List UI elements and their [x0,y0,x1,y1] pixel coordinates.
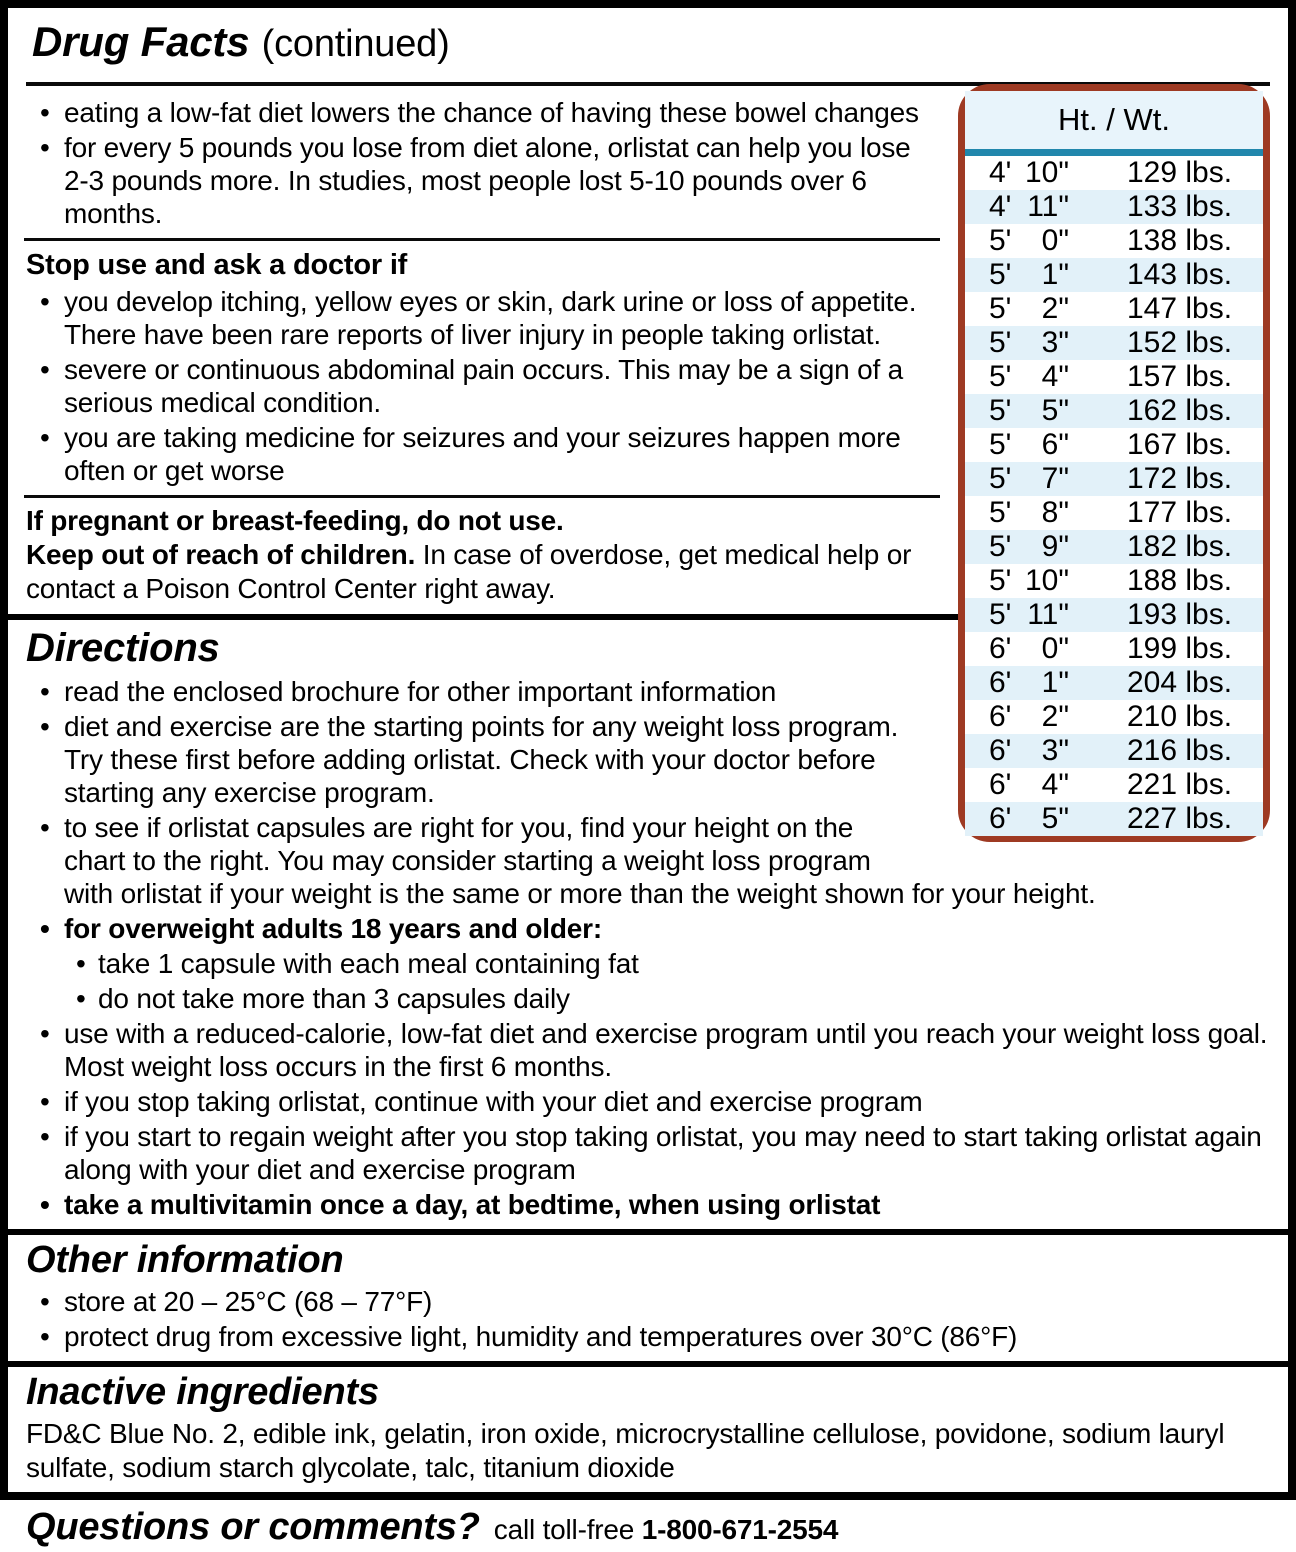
list-item: • read the enclosed brochure for other important information [24,675,1272,708]
other-information-section [24,1237,1272,1353]
height-feet: 5' [989,360,1012,393]
height-inches: 0" [1041,632,1069,665]
height-feet: 6' [989,734,1012,767]
height-feet: 5' [989,598,1012,631]
weight-value: 199 lbs. [1127,632,1233,665]
multivitamin-item: • take a multivitamin once a day, at bedtime, when using orlistat [24,1188,1272,1221]
list-item: • eating a low-fat diet lowers the chance of having these bowel changes [24,96,940,129]
weight-value: 177 lbs. [1127,496,1233,529]
questions-heading: Questions or comments? [26,1506,480,1548]
table-row [965,326,1263,360]
table-row [965,190,1263,224]
weight-value: 129 lbs. [1127,156,1233,189]
table-row [965,462,1263,496]
other-information-heading: Other information [26,1239,344,1281]
inactive-ingredients-text: FD&C Blue No. 2, edible ink, gelatin, iron oxide, microcrystalline cellulose, povidone, sodium lauryl sulfate, sodium starch glycolate, talc, titanium dioxide [26,1418,1225,1483]
height-inches: 5" [1041,802,1069,835]
height-inches: 4" [1041,768,1069,801]
weight-value: 221 lbs. [1127,768,1233,801]
weight-value: 204 lbs. [1127,666,1233,699]
table-row [965,258,1263,292]
weight-value: 188 lbs. [1127,564,1233,597]
height-feet: 5' [989,428,1012,461]
pregnant-warning: If pregnant or breast-feeding, do not use. [26,505,564,536]
weight-value: 152 lbs. [1127,326,1233,359]
section-divider [8,1493,1288,1499]
table-row [965,360,1263,394]
weight-value: 143 lbs. [1127,258,1233,291]
height-feet: 5' [989,326,1012,359]
list-item: • you develop itching, yellow eyes or skin, dark urine or loss of appetite. There have been rare reports of liver injury in people taking orlistat. [24,285,940,351]
height-feet: 6' [989,700,1012,733]
list-item: • if you stop taking orlistat, continue with your diet and exercise program [24,1085,1272,1118]
height-feet: 5' [989,292,1012,325]
height-inches: 11" [1027,598,1069,631]
weight-value: 193 lbs. [1127,598,1233,631]
list-item: • if you start to regain weight after you stop taking orlistat, you may need to start taking orlistat again along with your diet and exercise program [24,1120,1272,1186]
weight-value: 133 lbs. [1127,190,1233,223]
height-feet: 5' [989,462,1012,495]
table-row [965,292,1263,326]
phone-number: 1-800-671-2554 [641,1514,839,1545]
height-feet: 6' [989,768,1012,801]
height-inches: 8" [1041,496,1069,529]
list-item: • do not take more than 3 capsules daily [24,982,1272,1015]
weight-value: 216 lbs. [1127,734,1233,767]
height-inches: 4" [1041,360,1069,393]
height-inches: 10" [1024,564,1069,597]
table-row [965,530,1263,564]
height-feet: 5' [989,394,1012,427]
height-inches: 3" [1041,734,1069,767]
table-row [965,394,1263,428]
list-item: • diet and exercise are the starting points for any weight loss program. Try these first before adding orlistat. Check with your doctor before starting any exercise program. [24,710,1272,809]
height-feet: 5' [989,258,1012,291]
height-feet: 5' [989,496,1012,529]
height-weight-table-header: Ht. / Wt. [965,91,1263,156]
height-feet: 4' [989,156,1012,189]
weight-value: 138 lbs. [1127,224,1233,257]
section-divider [8,1361,1288,1367]
list-item: • store at 20 – 25°C (68 – 77°F) [24,1285,1272,1318]
directions-heading: Directions [26,626,220,670]
list-item: • for every 5 pounds you lose from diet alone, orlistat can help you lose 2-3 pounds more. In studies, most people lost 5-10 pounds over 6 months. [24,131,940,230]
weight-value: 167 lbs. [1127,428,1233,461]
directions-section [24,624,1272,1221]
section-divider [8,614,958,620]
stop-use-section [24,247,940,487]
bowel-changes-section [24,96,940,230]
section-divider [24,495,940,498]
weight-value: 157 lbs. [1127,360,1233,393]
height-inches: 10" [1024,156,1069,189]
table-row [965,224,1263,258]
inactive-ingredients-heading: Inactive ingredients [26,1371,379,1413]
page-title [32,18,1272,76]
list-item: • take 1 capsule with each meal containing fat [24,947,1272,980]
height-feet: 5' [989,564,1012,597]
height-inches: 1" [1041,666,1069,699]
table-row [965,564,1263,598]
table-row [965,632,1263,666]
height-feet: 4' [989,190,1012,223]
keep-out-bold: Keep out of reach of children. [26,539,416,570]
height-inches: 3" [1041,326,1069,359]
height-inches: 2" [1041,700,1069,733]
section-divider [8,1229,1288,1235]
list-item: • severe or continuous abdominal pain occurs. This may be a sign of a serious medical condition. [24,353,940,419]
keep-out-rest: In case of overdose, get medical help or contact a Poison Control Center right away. [26,539,912,604]
height-feet: 5' [989,530,1012,563]
pregnancy-warning-section [24,504,940,606]
height-feet: 5' [989,224,1012,257]
overweight-adults-item: • for overweight adults 18 years and older: [24,912,1272,945]
height-inches: 1" [1041,258,1069,291]
height-inches: 6" [1041,428,1069,461]
height-inches: 0" [1041,224,1069,257]
height-inches: 11" [1027,190,1069,223]
height-inches: 2" [1041,292,1069,325]
height-feet: 6' [989,666,1012,699]
height-feet: 6' [989,802,1012,835]
weight-value: 162 lbs. [1127,394,1233,427]
table-row [965,156,1263,190]
call-toll-free-text: call toll-free [493,1514,635,1545]
weight-value: 172 lbs. [1127,462,1233,495]
list-item: • use with a reduced-calorie, low-fat diet and exercise program until you reach your weight loss goal. Most weight loss occurs in the first 6 months. [24,1017,1272,1083]
drug-facts-continued: (continued) [261,23,450,65]
inactive-ingredients-section [24,1369,1272,1485]
questions-section [26,1505,1272,1552]
weight-value: 210 lbs. [1127,700,1233,733]
table-row [965,428,1263,462]
list-item: • to see if orlistat capsules are right for you, find your height on the chart to the right. You may consider starting a weight loss program with orlistat if your weight is the same or more than the weight shown for your height. [24,811,1272,910]
drug-facts-title: Drug Facts [32,18,250,65]
height-inches: 7" [1041,462,1069,495]
weight-value: 147 lbs. [1127,292,1233,325]
weight-value: 227 lbs. [1127,802,1233,835]
weight-value: 182 lbs. [1127,530,1233,563]
keep-out-warning [26,538,940,606]
section-divider [24,238,940,241]
stop-use-heading: Stop use and ask a doctor if [26,249,408,281]
left-column [24,96,940,606]
list-item: • protect drug from excessive light, humidity and temperatures over 30°C (86°F) [24,1320,1272,1353]
table-row [965,496,1263,530]
list-item: • you are taking medicine for seizures and your seizures happen more often or get worse [24,421,940,487]
height-inches: 9" [1041,530,1069,563]
height-feet: 6' [989,632,1012,665]
height-inches: 5" [1041,394,1069,427]
table-row [965,598,1263,632]
